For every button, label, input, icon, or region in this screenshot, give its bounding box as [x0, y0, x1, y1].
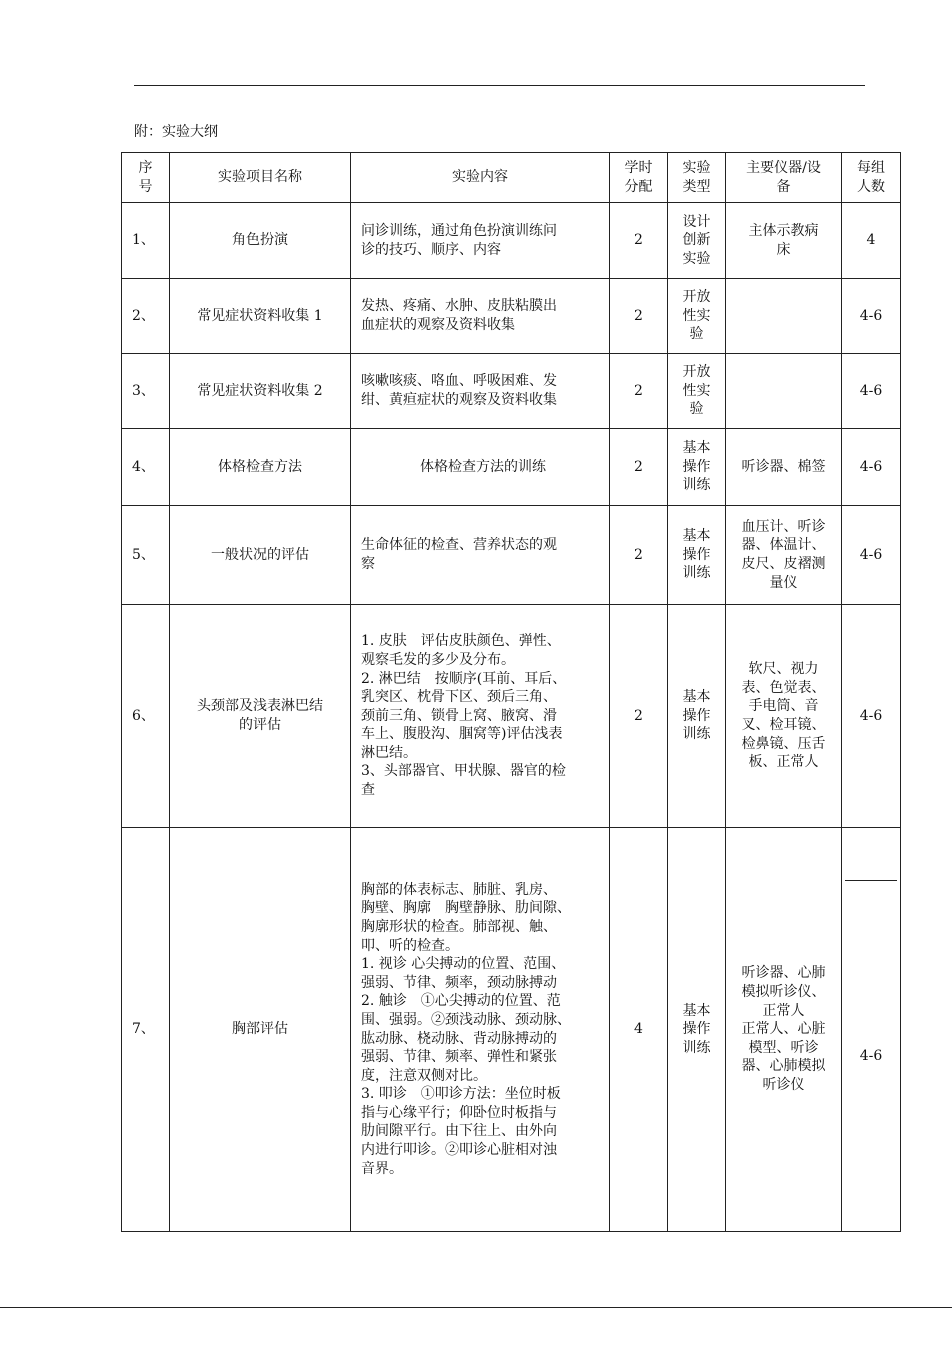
group-size: [842, 828, 901, 1232]
text-line: 叉、检耳镜、: [741, 717, 826, 733]
text-line: 血压计、听诊: [741, 518, 826, 535]
group-size: 4-6: [842, 354, 901, 429]
text-line: 观察毛发的多少及分布。: [361, 651, 515, 668]
equipment: [726, 279, 842, 354]
equipment: [726, 429, 842, 506]
text-line: 发热、疼痛、水肿、皮肤粘膜出: [361, 298, 557, 315]
experiment-content: [351, 354, 610, 429]
text-line: 常见症状资料收集 1: [197, 307, 323, 324]
experiment-content: [351, 429, 610, 506]
text-line: 角色扮演: [232, 232, 288, 249]
experiment-content: [351, 203, 610, 279]
text-line: 表、色觉表、: [741, 679, 826, 696]
experiment-content: [351, 279, 610, 354]
table-row: [122, 828, 901, 1232]
text-line: 开放: [682, 364, 711, 381]
text-line: 基本: [682, 1002, 711, 1019]
text-line: 常见症状资料收集 2: [197, 382, 323, 399]
text-line: 床: [776, 241, 791, 258]
header-cell-type: 实验 类型: [668, 153, 726, 203]
text-line: 内进行叩诊。②叩诊心脏相对浊: [361, 1142, 557, 1159]
text-line: 血症状的观察及资料收集: [361, 317, 515, 333]
text-line: 实验: [682, 250, 711, 267]
class-hours: 2: [610, 279, 668, 354]
text-line: 听诊仪: [762, 1076, 805, 1093]
group-size: 4-6: [842, 506, 901, 605]
text-line: 主体示教病: [748, 222, 819, 239]
header-cell-num: 序 号: [122, 153, 170, 203]
class-hours: 2: [610, 354, 668, 429]
text-line: 操作: [682, 1021, 711, 1038]
header-cell-group: 每组 人数: [842, 153, 901, 203]
group-size-value: 4-6: [859, 1048, 883, 1064]
text-line: 1. 视诊 心尖搏动的位置、范围、: [361, 956, 566, 973]
experiment-name: [170, 605, 351, 828]
equipment: [726, 354, 842, 429]
text-line: 胸廓形状的检查。肺部视、触、: [361, 918, 557, 935]
split-cell-divider: [845, 880, 897, 881]
experiment-type: [668, 828, 726, 1232]
row-number: 2、: [122, 279, 170, 354]
text-line: 器、体温计、: [741, 537, 826, 554]
text-line: 胸部的体表标志、肺脏、乳房、: [361, 881, 557, 898]
header-cell-name: 实验项目名称: [170, 153, 351, 203]
text-line: 基本: [682, 689, 711, 706]
experiment-type: [668, 279, 726, 354]
header-cell-hours: 学时 分配: [610, 153, 668, 203]
text-line: 3、头部器官、甲状腺、器官的检: [361, 763, 566, 780]
text-line: 皮尺、皮褶测: [741, 556, 826, 572]
text-line: 强弱、节律、频率、弹性和紧张: [361, 1049, 557, 1066]
text-line: 创新: [682, 232, 711, 249]
text-line: 操作: [682, 707, 711, 724]
text-line: 体格检查方法: [218, 458, 302, 475]
experiment-name: [170, 828, 351, 1232]
experiment-outline-table: [121, 152, 901, 1232]
text-line: 基本: [682, 440, 711, 457]
experiment-content: [351, 605, 610, 828]
text-line: 2. 淋巴结 按顺序(耳前、耳后、: [361, 670, 567, 687]
experiment-type: [668, 429, 726, 506]
text-line: 训练: [682, 1039, 711, 1056]
text-line: 器、心肺模拟: [741, 1058, 826, 1075]
row-number: 5、: [122, 506, 170, 605]
text-line: 问诊训练，通过角色扮演训练问: [361, 222, 557, 239]
experiment-name: [170, 429, 351, 506]
text-line: 3. 叩诊 ①叩诊方法：坐位时板: [361, 1086, 561, 1103]
footer-rule: [0, 1307, 952, 1308]
doc-heading: 附：实验大纲: [134, 124, 218, 140]
table-row: [122, 203, 901, 279]
text-line: 肋间隙平行。由下往上、由外向: [361, 1123, 557, 1140]
text-line: 听诊器、棉签: [741, 458, 826, 475]
experiment-type: [668, 203, 726, 279]
text-line: 诊的技巧、顺序、内容: [361, 241, 501, 258]
text-line: 察: [361, 556, 375, 572]
text-line: 胸部评估: [232, 1021, 288, 1038]
text-line: 正常人、心脏: [741, 1021, 826, 1038]
text-line: 正常人: [762, 1002, 805, 1019]
text-line: 车上、腹股沟、腘窝等)评估浅表: [361, 726, 563, 743]
equipment: [726, 203, 842, 279]
text-line: 量仪: [769, 574, 798, 591]
text-line: 操作: [682, 546, 711, 563]
text-line: 训练: [682, 477, 711, 494]
experiment-type: [668, 506, 726, 605]
text-line: 头颈部及浅表淋巴结: [197, 698, 323, 715]
text-line: 强弱、节律、频率，颈动脉搏动: [361, 974, 557, 991]
table-row: [122, 605, 901, 828]
group-size: 4-6: [842, 279, 901, 354]
text-line: 软尺、视力: [748, 661, 819, 678]
text-line: 度，注意双侧对比。: [361, 1067, 487, 1084]
text-line: 绀、黄疸症状的观察及资料收集: [361, 392, 557, 408]
table-row: [122, 279, 901, 354]
text-line: 淋巴结。: [361, 744, 417, 761]
experiment-type: [668, 605, 726, 828]
class-hours: 2: [610, 203, 668, 279]
table-row: [122, 354, 901, 429]
experiment-name: [170, 506, 351, 605]
text-line: 颈前三角、锁骨上窝、腋窝、滑: [361, 707, 557, 724]
text-line: 围、强弱。②颈浅动脉、颈动脉、: [361, 1011, 571, 1028]
class-hours: 2: [610, 506, 668, 605]
group-size: 4-6: [842, 605, 901, 828]
text-line: 基本: [682, 528, 711, 545]
text-line: 设计: [682, 213, 711, 230]
experiment-type: [668, 354, 726, 429]
header-rule: [134, 85, 865, 86]
text-line: 训练: [682, 726, 711, 743]
text-line: 咳嗽咳痰、咯血、呼吸困难、发: [361, 373, 557, 390]
text-line: 操作: [682, 458, 711, 475]
text-line: 检鼻镜、压舌: [741, 735, 826, 752]
text-line: 板、正常人: [748, 754, 819, 771]
table-row: [122, 429, 901, 506]
text-line: 1. 皮肤 评估皮肤颜色、弹性、: [361, 633, 561, 650]
row-number: 7、: [122, 828, 170, 1232]
text-line: 乳突区、枕骨下区、颈后三角、: [361, 689, 557, 706]
text-line: 肱动脉、桡动脉、背动脉搏动的: [361, 1030, 557, 1047]
row-number: 3、: [122, 354, 170, 429]
row-number: 1、: [122, 203, 170, 279]
group-size: 4: [842, 203, 901, 279]
table-row: [122, 506, 901, 605]
text-line: 的评估: [239, 717, 281, 733]
text-line: 手电筒、音: [748, 698, 819, 715]
text-line: 性实: [682, 382, 711, 399]
text-line: 验: [689, 401, 704, 418]
text-line: 模型、听诊: [748, 1039, 819, 1056]
header-cell-content: 实验内容: [351, 153, 610, 203]
text-line: 叩、听的检查。: [361, 937, 459, 954]
text-line: 验: [689, 326, 704, 343]
experiment-name: [170, 279, 351, 354]
text-line: 开放: [682, 289, 711, 306]
equipment: [726, 506, 842, 605]
equipment: [726, 828, 842, 1232]
class-hours: 4: [610, 828, 668, 1232]
group-size: 4-6: [842, 429, 901, 506]
text-line: 胸壁、胸廓 胸壁静脉、肋间隙、: [361, 900, 571, 917]
text-line: 生命体征的检查、营养状态的观: [361, 537, 557, 554]
experiment-content: [351, 828, 610, 1232]
class-hours: 2: [610, 605, 668, 828]
header-cell-equipment: 主要仪器/设 备: [726, 153, 842, 203]
text-line: 指与心缘平行；仰卧位时板指与: [361, 1104, 557, 1121]
text-line: 音界。: [361, 1160, 403, 1177]
text-line: 模拟听诊仪、: [741, 984, 826, 1001]
class-hours: 2: [610, 429, 668, 506]
row-number: 6、: [122, 605, 170, 828]
row-number: 4、: [122, 429, 170, 506]
text-line: 性实: [682, 307, 711, 324]
text-line: 训练: [682, 565, 711, 582]
text-line: 一般状况的评估: [211, 546, 309, 563]
experiment-name: [170, 354, 351, 429]
text-line: 体格检查方法的训练: [420, 458, 546, 475]
experiment-content: [351, 506, 610, 605]
text-line: 听诊器、心肺: [741, 965, 826, 982]
equipment: [726, 605, 842, 828]
header-row: [122, 153, 901, 203]
text-line: 查: [361, 782, 375, 799]
experiment-name: [170, 203, 351, 279]
text-line: 2. 触诊 ①心尖搏动的位置、范: [361, 993, 561, 1010]
